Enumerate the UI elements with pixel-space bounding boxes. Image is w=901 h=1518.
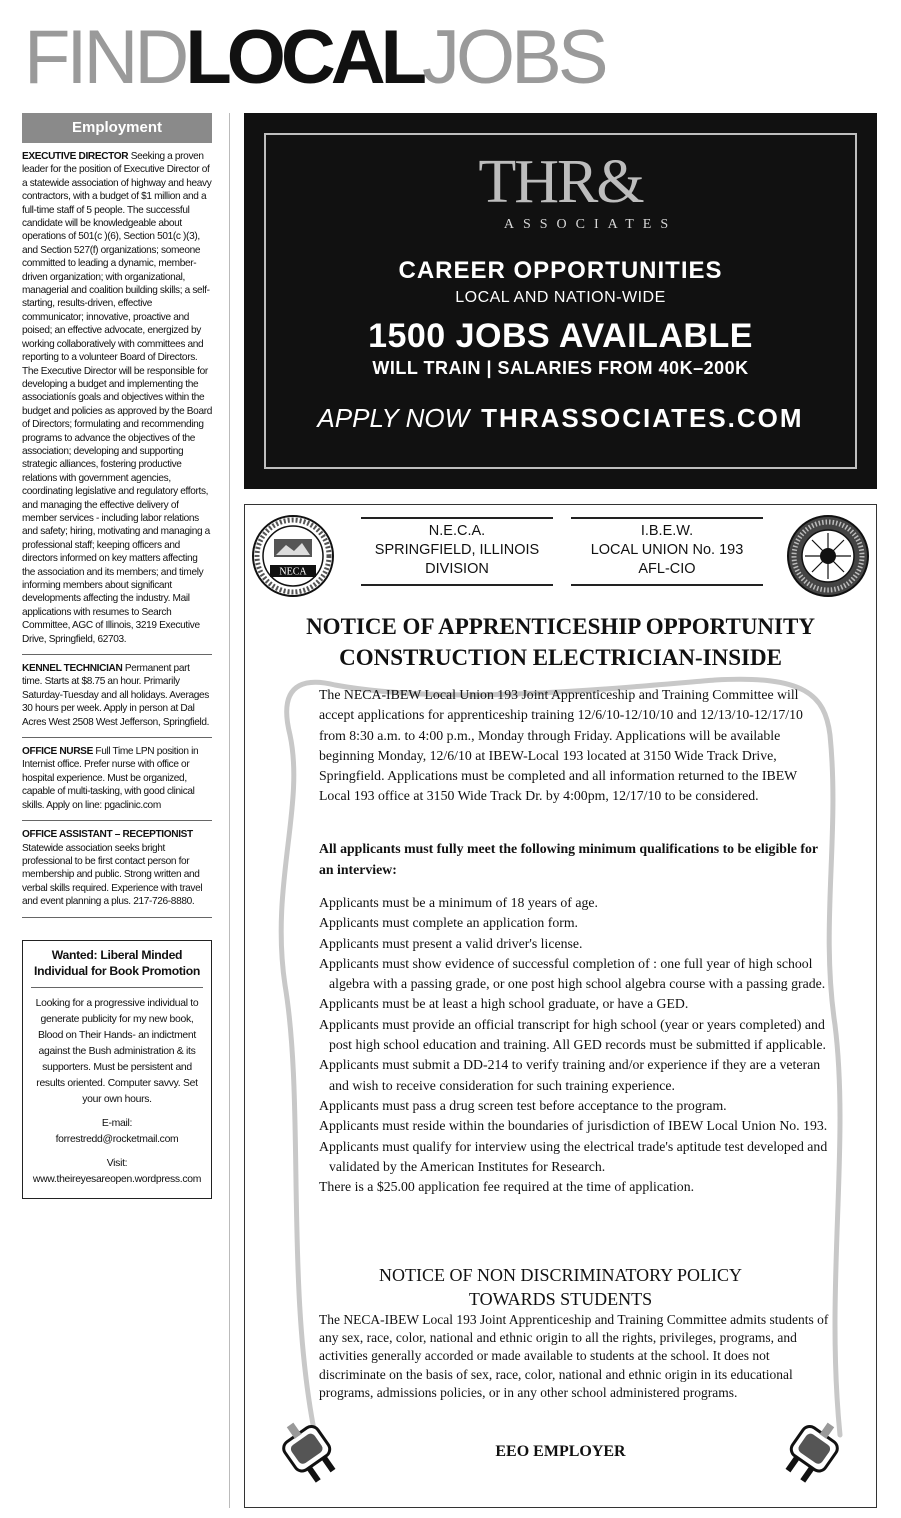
nd-title-line1: NOTICE OF NON DISCRIMINATORY POLICY (378, 1265, 743, 1285)
ibew-seal-icon (787, 515, 869, 597)
listing-text: Seeking a proven leader for the position of Executive Director of a statewide association of highway and heavy contractors, with a budget of $1 million and a full-time staff of 5 people. The successful candidate will be knowledgeable about operations of 501(c )(6), Section 501(c )(3), and Section 527(f) organizations; someone committed to leading a dynamic, member-driven organization; with organizational, managerial and coalition building skills; a self-starting, results-driven, effective communicator; innovative, proactive and poised; an effective advocate, energized by working collaboratively with committees and reporting to a volunteer Board of Directors. The Executive Director will be responsible for developing a budget and implementing the associationís goals and objectives within the budget and policies as approved by the Board of Directors; formulating and recommending programs to advance the objectives of the association; developing and supporting strategic alliances, fostering productive relations with government agencies, coordinating legislative and regulatory efforts, and managing the effective delivery of member services - including labor relations and safety; hiring, motivating and managing a professional staff; keeping officers and directors informed on key matters affecting the association and its members; and timely informing members about significant developments affecting the industry. Mail applications with resumes to Search Committee, AGC of Illinois, 3219 Executive Drive, Springfield, 62703. (22, 151, 212, 645)
book-ad-body: Looking for a progressive individual to generate publicity for my new book, Blood on Their Hands- an indictment against the Bush administration & its supporters. Must be persistent and results oriented. Computer savvy. Set your own hours. (35, 997, 199, 1105)
listing-text: Full Time LPN position in Internist office. Prefer nurse with office or hospital experience. Must be organized, capable of multi-tasking, with good clinical skills. Apply on line: pgaclinic.com (22, 746, 199, 811)
thr-associates-word: ASSOCIATES (503, 217, 678, 232)
ibew-line2: LOCAL UNION No. 193 (590, 542, 744, 558)
requirements-list (319, 893, 829, 1197)
ibew-line1: I.B.E.W. (640, 523, 694, 539)
nondiscrimination-title (245, 1263, 876, 1311)
masthead-find: FIND (24, 15, 186, 100)
thr-local-nationwide: LOCAL AND NATION-WIDE (455, 289, 666, 306)
listing-kennel-technician (22, 655, 212, 738)
listing-text: Statewide association seeks bright professional to be first contact person for membership and public. Strong written and verbal skills required. Experience with travel and event planning a plus. 217-726-8880. (22, 842, 203, 908)
requirement-item: Applicants must be a minimum of 18 years of age. (319, 895, 598, 910)
nd-title-line2: TOWARDS STUDENTS (468, 1289, 653, 1309)
notice-title-line1: NOTICE OF APPRENTICESHIP OPPORTUNITY (306, 614, 815, 639)
listing-office-nurse (22, 738, 212, 821)
requirement-item: There is a $25.00 application fee required at the time of application. (319, 1179, 695, 1195)
thr-apply-line (244, 403, 877, 434)
column-divider (229, 113, 230, 1508)
book-ad-title: Wanted: Liberal Minded Individual for Book Promotion (31, 947, 203, 988)
eeo-employer: EEO EMPLOYER (495, 1443, 626, 1460)
apprenticeship-notice (244, 504, 877, 1508)
notice-intro: The NECA-IBEW Local Union 193 Joint Apprenticeship and Training Committee will accept applications for apprenticeship training 12/6/10-12/10/10 and 12/13/10-12/17/10 from 8:30 a.m. to 4:00 p.m., Monday through Friday. Applications will be available beginning Monday, 12/6/10 at IBEW-Local 193 located at 3150 Wide Track Drive, Springfield. Applications must be completed and all information returned to the IBEW Local 193 office at 3150 Wide Track Dr. by 4:00pm, 12/17/10 to be considered. (319, 687, 803, 804)
requirement-item: Applicants must qualify for interview using the electrical trade's aptitude test developed and validated by the American Institutes for Research. (319, 1138, 828, 1174)
ibew-line3: AFL-CIO (638, 561, 696, 577)
requirements-heading: All applicants must fully meet the following minimum qualifications to be eligible for an interview: (319, 841, 818, 877)
neca-line2: SPRINGFIELD, ILLINOIS (374, 542, 540, 558)
listing-office-assistant (22, 821, 212, 917)
notice-title-line2: CONSTRUCTION ELECTRICIAN-INSIDE (339, 645, 782, 670)
nondiscrimination-text: The NECA-IBEW Local 193 Joint Apprenticeship and Training Committee admits students of any sex, race, color, national and ethnic origin to all the rights, privileges, programs, and activities generally accorded or made available to students at the school. It does not discriminate on the basis of sex, race, color, national and ethnic origin in its educational programs, admissions policies, or in any other school administered programs. (319, 1312, 829, 1400)
plug-icon-right (778, 1417, 846, 1487)
requirement-item: Applicants must provide an official transcript for high school (year or years completed) and post high school education and training. All GED records must be submitted if applicable. (319, 1016, 826, 1053)
neca-seal-text: NECA (279, 566, 307, 578)
listing-title: EXECUTIVE DIRECTOR (22, 151, 129, 162)
requirement-item: Applicants must complete an application form. (319, 915, 579, 931)
ibew-heading (571, 517, 763, 586)
listing-title: OFFICE ASSISTANT – RECEPTIONIST (22, 829, 193, 841)
book-ad-email-label: E-mail: (101, 1117, 133, 1129)
thr-logo: THR& (478, 148, 643, 216)
neca-heading (361, 517, 553, 586)
requirement-item: Applicants must present a valid driver's license. (319, 935, 583, 951)
book-promotion-ad (22, 940, 212, 1199)
employment-column (22, 113, 212, 1199)
listing-text: Permanent part time. Starts at $8.75 an hour. Primarily Saturday-Tuesday and all holidays. Averages 30 hours per week. Apply in person at Dal Acres West 2508 West Jefferson, Springfield. (22, 663, 210, 728)
requirement-item: Applicants must reside within the boundaries of jurisdiction of IBEW Local Union No. 193. (319, 1118, 828, 1134)
listing-executive-director (22, 143, 212, 655)
thr-jobs-available: 1500 JOBS AVAILABLE (368, 317, 753, 355)
thr-website[interactable]: THRASSOCIATES.COM (481, 403, 804, 433)
book-ad-website[interactable]: www.theireyesareopen.wordpress.com (32, 1173, 202, 1185)
masthead (24, 15, 605, 100)
requirement-item: Applicants must be at least a high school graduate, or have a GED. (319, 996, 689, 1012)
requirement-item: Applicants must show evidence of successful completion of : one full year of high school algebra with a passing grade, or one post high school algebra course with a passing grade. (319, 955, 826, 992)
neca-seal-icon (252, 515, 334, 597)
employment-header: Employment (22, 113, 212, 143)
requirement-item: Applicants must pass a drug screen test before acceptance to the program. (319, 1097, 727, 1113)
thr-associates-ad (244, 113, 877, 489)
book-ad-visit-label: Visit: (106, 1157, 128, 1169)
listing-title: OFFICE NURSE (22, 746, 93, 758)
thr-will-train: WILL TRAIN | SALARIES FROM 40K–200K (372, 358, 749, 378)
book-ad-email[interactable]: forrestredd@rocketmail.com (55, 1133, 179, 1145)
listing-title: KENNEL TECHNICIAN (22, 663, 123, 675)
notice-title (245, 611, 876, 673)
thr-apply-now: APPLY NOW (317, 403, 470, 433)
neca-line1: N.E.C.A. (428, 523, 486, 539)
neca-line3: DIVISION (425, 561, 489, 577)
masthead-local: LOCAL (185, 15, 423, 100)
requirement-item: Applicants must submit a DD-214 to verify training and/or experience if they are a veteran and wish to receive consideration for such training experience. (319, 1057, 821, 1093)
masthead-jobs: JOBS (422, 15, 605, 100)
thr-career-opportunities: CAREER OPPORTUNITIES (398, 257, 723, 284)
